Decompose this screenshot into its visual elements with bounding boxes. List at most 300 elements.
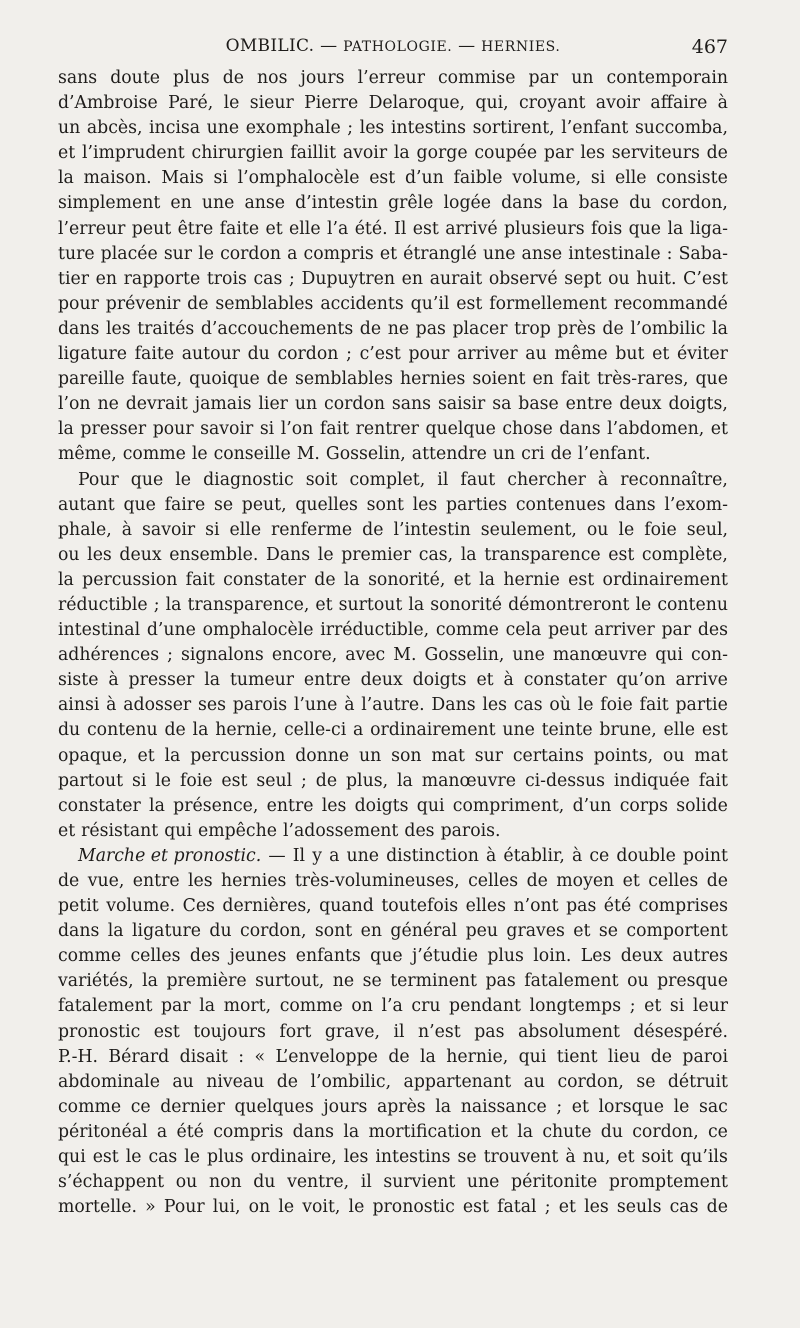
word: entre [565, 394, 613, 415]
word: même [554, 344, 608, 365]
word: la [343, 569, 360, 590]
text-line [58, 242, 728, 267]
word: avec [345, 645, 386, 666]
word: pas [474, 1021, 505, 1042]
word: parois. [440, 820, 501, 841]
word: seulement, [480, 519, 577, 540]
word: au [172, 1071, 194, 1092]
word: ou [627, 971, 649, 992]
word: quoique [189, 369, 260, 390]
word: il [360, 1172, 372, 1193]
word: la [165, 594, 182, 615]
word: manœuvre [552, 645, 648, 666]
word: constater [523, 670, 607, 691]
word: con- [690, 645, 728, 666]
text-line [58, 166, 728, 191]
word: Saba- [678, 243, 728, 264]
word: premier [341, 544, 412, 565]
word: et [379, 243, 398, 264]
word: la [460, 544, 477, 565]
word: comme [279, 996, 343, 1017]
word: du [600, 1121, 623, 1142]
word: hernies [221, 871, 287, 891]
word: qui, [475, 93, 509, 114]
word: avoir [595, 93, 641, 114]
word: ligature [132, 921, 202, 942]
word: d’une [146, 620, 196, 641]
text-line [58, 317, 728, 342]
word: l’intestin [393, 519, 471, 540]
word: elles [465, 896, 507, 917]
text-line [58, 292, 728, 317]
word: en [170, 193, 192, 214]
word: n’est [418, 1021, 461, 1042]
word: après [376, 1096, 426, 1117]
word: doigts, [668, 394, 728, 415]
word: trouvent [483, 1147, 559, 1168]
word: est [369, 168, 396, 189]
word: son [391, 745, 422, 766]
word: arrivé [445, 218, 498, 239]
word: le [317, 544, 334, 565]
word: enfants [295, 946, 361, 967]
word: sept [564, 268, 602, 289]
word: au [525, 344, 547, 365]
word: vue, [87, 871, 125, 891]
word: si [259, 419, 275, 440]
word: en [401, 268, 424, 289]
word: cordon, [557, 1071, 624, 1092]
word: promptement [608, 1172, 728, 1193]
word: ainsi [58, 695, 100, 716]
word: cela [505, 620, 542, 641]
word: pour [152, 419, 194, 440]
word: comportent [626, 921, 728, 942]
word: entre [303, 670, 351, 691]
word: cas [253, 268, 283, 289]
word: jours [300, 68, 345, 88]
word: et [315, 594, 333, 615]
word: même, [58, 444, 117, 465]
word: la [479, 569, 495, 590]
word: l’omphalocèle [237, 168, 360, 189]
text-line [58, 417, 728, 442]
word: par [661, 620, 692, 641]
word: et [476, 670, 494, 691]
word: phale, [58, 519, 112, 540]
word: un [571, 68, 594, 88]
word: la [204, 670, 221, 691]
word: hernie, [215, 720, 278, 741]
word: de [388, 1046, 410, 1067]
word: n’ont [513, 896, 559, 917]
word: entre [266, 795, 314, 816]
running-head-section: PATHOLOGIE. [343, 39, 453, 55]
word: été. [354, 218, 388, 239]
word: opaque, [58, 745, 128, 766]
word: la [408, 594, 425, 615]
running-head-subsection: HERNIES. [481, 39, 561, 55]
word: variétés, [58, 971, 134, 992]
word: les [584, 1197, 609, 1218]
word: intestins [375, 1147, 451, 1168]
word: ses [197, 695, 226, 716]
word: renferme [271, 519, 353, 540]
word: formellement [489, 293, 607, 314]
word: foie [179, 770, 213, 791]
word: chute [542, 1121, 592, 1142]
word: qu’il [410, 293, 450, 314]
word: quelque [425, 419, 496, 440]
text-line [58, 568, 728, 593]
word: l’adossement [282, 820, 399, 841]
word: constater [58, 795, 141, 816]
text-line [58, 668, 728, 693]
word: ce [707, 1121, 728, 1142]
word: percussion [82, 569, 178, 590]
text-line [58, 442, 728, 467]
word: : [666, 243, 673, 264]
word: chirurgien [191, 143, 284, 164]
word: à [717, 93, 728, 114]
text-line [58, 267, 728, 292]
word: adosser [123, 695, 192, 716]
word: Il [292, 845, 306, 866]
word: les [482, 695, 507, 716]
word: d’un [404, 168, 444, 189]
word: l’abdomen, [607, 419, 705, 440]
word: consiste [656, 168, 728, 189]
word: la [164, 745, 181, 766]
word: niveau [206, 1071, 265, 1092]
word: autres [672, 946, 728, 967]
word: la [58, 168, 74, 189]
word: croyant [518, 93, 586, 114]
word: conseille [213, 444, 291, 465]
word: Gosselin, [325, 444, 406, 465]
text-line [58, 819, 728, 844]
word: hernies [400, 369, 466, 390]
text-line [58, 518, 728, 543]
word: trop [514, 318, 551, 339]
word: grave, [324, 1021, 380, 1042]
word: M. [393, 645, 417, 666]
word: à [565, 1147, 576, 1168]
text-line [58, 744, 728, 769]
word: si [669, 996, 685, 1017]
word: un [294, 394, 318, 415]
word: les [321, 795, 347, 816]
word: attendre [411, 444, 487, 465]
word: devrait [125, 394, 188, 415]
word: faillit [290, 143, 337, 164]
word: les [359, 118, 385, 139]
word: et [558, 1197, 576, 1218]
word: constater [223, 569, 306, 590]
word: où [549, 695, 571, 716]
text-line [58, 342, 728, 367]
word: manœuvre [421, 770, 517, 791]
word: qui [518, 1046, 547, 1067]
word: de [650, 1046, 673, 1067]
word: soit [305, 469, 338, 490]
word: intestins [390, 118, 467, 139]
word: peut [131, 218, 172, 239]
word: quand [319, 896, 374, 917]
word: transparence [484, 544, 601, 565]
word: quelles [295, 494, 358, 515]
word: complète, [641, 544, 728, 565]
word: de [315, 770, 338, 791]
word: de [706, 871, 728, 891]
text-line [58, 1095, 728, 1120]
word: rapporte [123, 268, 201, 289]
word: si [590, 168, 606, 189]
word: cas [148, 1147, 178, 1168]
word: mat [431, 745, 465, 766]
word: a [329, 845, 340, 866]
word: fois [591, 218, 623, 239]
word: l’exom- [664, 494, 728, 515]
word: cas, [418, 544, 454, 565]
word: abdominale [58, 1071, 160, 1092]
word: celles [648, 871, 699, 891]
word: gorge [416, 143, 468, 164]
word: désespéré. [633, 1021, 728, 1042]
word: leur [692, 996, 728, 1017]
word: distinction [386, 845, 479, 866]
word: plusieurs [503, 218, 585, 239]
word: les [412, 494, 438, 515]
word: du [253, 1172, 276, 1193]
word: absolument [517, 1021, 620, 1042]
word: le [191, 444, 208, 465]
word: ordinairement [602, 569, 728, 590]
running-head-main: OMBILIC. [225, 36, 315, 56]
word: terminent [390, 971, 477, 992]
word: ; [346, 344, 352, 365]
word: ou [58, 544, 80, 565]
word: le [155, 770, 172, 791]
word: la [435, 1096, 452, 1117]
word: fort [279, 1021, 312, 1042]
word: contenues [515, 494, 606, 515]
word: mortification [368, 1121, 482, 1142]
word: une [346, 845, 379, 866]
word: la [393, 143, 410, 164]
word: mortelle. [58, 1197, 137, 1218]
word: peut [548, 620, 588, 641]
word: cru [411, 996, 441, 1017]
word: autant [58, 494, 115, 515]
text-line [58, 1045, 728, 1070]
word: les [580, 143, 605, 164]
word: de [187, 293, 209, 314]
word: par [160, 996, 191, 1017]
word: la [58, 569, 74, 590]
word: peu [465, 921, 498, 942]
word: a [353, 720, 364, 741]
word: sa [492, 394, 512, 415]
word: est [412, 218, 439, 239]
word: traités [137, 318, 195, 339]
word: à [106, 695, 117, 716]
word: elle [229, 519, 262, 540]
word: sac [698, 1096, 728, 1117]
word: le [577, 695, 594, 716]
word: s’échappent [58, 1172, 165, 1193]
word: présence, [173, 795, 259, 816]
word: ce [589, 845, 610, 866]
text-line [58, 1070, 728, 1095]
word: que [130, 469, 164, 490]
word: j’étudie [411, 946, 478, 967]
word: démontreront [508, 594, 630, 615]
word: pas [485, 971, 516, 992]
word: fatalement [524, 971, 619, 992]
word: : [238, 1046, 245, 1067]
word: deux [360, 670, 403, 691]
word: semblables [215, 293, 314, 314]
word: en [532, 369, 554, 390]
word: a [287, 243, 298, 264]
word: et [573, 921, 591, 942]
word: lui, [212, 1197, 241, 1218]
word: le [175, 469, 192, 490]
word: sur [474, 745, 504, 766]
word: foie [644, 519, 677, 540]
word: incisa [149, 118, 201, 139]
word: volume. [106, 896, 176, 917]
word: peut, [241, 494, 287, 515]
word: double [616, 845, 676, 866]
text-line [58, 367, 728, 392]
word: comme [435, 620, 499, 641]
text-line [58, 1020, 728, 1045]
word: à [503, 670, 514, 691]
word: deux [619, 394, 662, 415]
word: fatalement [58, 996, 153, 1017]
word: ce [130, 1096, 151, 1117]
word: et [58, 143, 76, 164]
text-line [58, 1145, 728, 1170]
word: tumeur [229, 670, 295, 691]
word: celles [468, 871, 519, 891]
word: est [92, 1147, 119, 1168]
word: dans [58, 318, 100, 339]
word: une [201, 193, 235, 214]
word: l’autre. [361, 695, 425, 716]
word: jamais [194, 394, 252, 415]
word: ou [175, 1172, 198, 1193]
word: coupée [474, 143, 538, 164]
word: presser [128, 670, 195, 691]
word: le [223, 93, 240, 114]
word: sur [163, 243, 193, 264]
word: ne [332, 971, 355, 992]
word: naissance [460, 1096, 547, 1117]
word: ; [301, 770, 307, 791]
word: entre [132, 871, 180, 891]
word: longtemps [529, 996, 622, 1017]
word: de [526, 871, 548, 891]
word: à [597, 469, 609, 490]
word: qui [58, 1147, 86, 1168]
word: diagnostic [203, 469, 294, 490]
word: complet, [349, 469, 426, 490]
word: Delaroque, [368, 93, 466, 114]
word: Gosselin, [424, 645, 505, 666]
word: cas [669, 1197, 699, 1218]
word: fatal [497, 1197, 537, 1218]
word: sont [314, 921, 353, 942]
word: la [58, 419, 74, 440]
word: presser [80, 419, 147, 440]
word: Bérard [108, 1046, 170, 1067]
word: de [222, 68, 244, 88]
word: percussion [190, 745, 286, 766]
word: voit, [302, 1197, 341, 1218]
word: y [312, 845, 322, 866]
word: sortirent, [472, 118, 555, 139]
word: ; [544, 1197, 551, 1218]
word: et [137, 745, 155, 766]
word: qui [655, 645, 683, 666]
word: c’est [359, 344, 401, 365]
word: ordinaire, [250, 1147, 337, 1168]
word: il [393, 1021, 405, 1042]
word: graves [506, 921, 565, 942]
word: à [121, 519, 133, 540]
word: plus [173, 68, 210, 88]
word: hernie, [446, 1046, 509, 1067]
word: le [673, 1096, 690, 1117]
word: serviteurs [611, 143, 700, 164]
word: comprises [638, 896, 728, 917]
word: dernières, [222, 896, 312, 917]
word: petit [58, 896, 99, 917]
word: et [571, 1096, 589, 1117]
word: presque [657, 971, 728, 992]
word: de [58, 871, 80, 891]
word: chose [502, 419, 553, 440]
text-line [58, 593, 728, 618]
word: soit [641, 1147, 674, 1168]
text-line [58, 618, 728, 643]
word: sonorité, [368, 569, 446, 590]
word: une [512, 645, 545, 666]
word: » [145, 1197, 156, 1218]
word: elle [289, 218, 321, 239]
word: anse [244, 193, 286, 214]
word: fait [639, 695, 669, 716]
word: donne [295, 745, 350, 766]
word: empêche [197, 820, 277, 841]
word: des [404, 820, 435, 841]
word: près [557, 318, 596, 339]
word: anse [521, 243, 563, 264]
word: pronostic [58, 1021, 141, 1042]
word: L’enveloppe [275, 1046, 378, 1067]
text-line [58, 1195, 728, 1220]
word: surtout, [255, 971, 325, 992]
word: pronostic [372, 1197, 455, 1218]
word: ; [153, 594, 160, 615]
word: on [351, 996, 373, 1017]
word: cordon [277, 344, 339, 365]
word: Dupuytren [301, 268, 396, 289]
word: de [314, 569, 336, 590]
